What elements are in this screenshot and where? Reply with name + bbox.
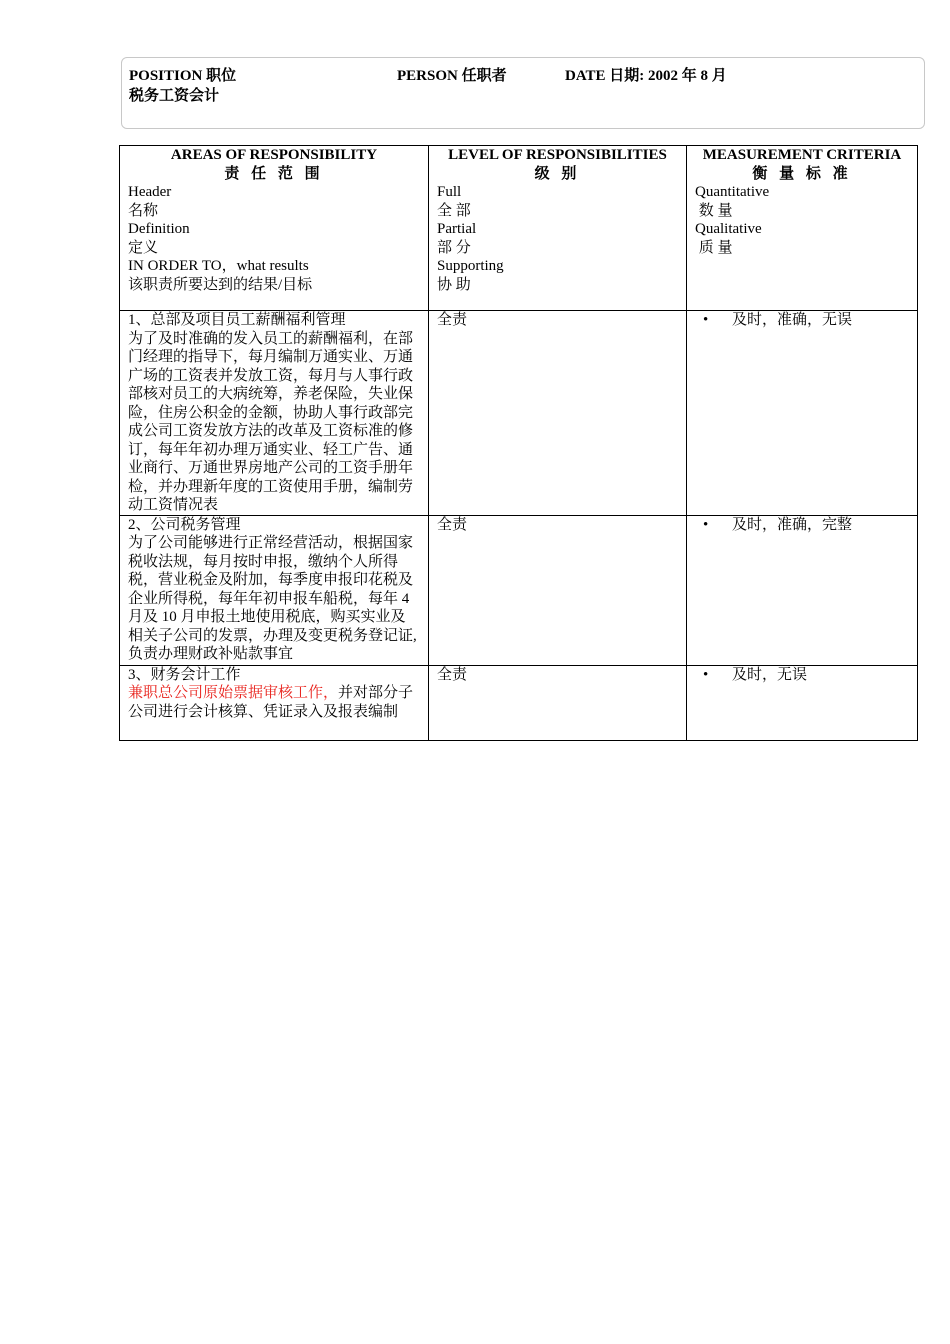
responsibility-heading: 2、公司税务管理 — [128, 516, 241, 533]
criteria-cell — [687, 665, 918, 740]
level-cell — [429, 515, 687, 665]
date-label: DATE 日期: 2002 年 8 月 — [565, 68, 727, 84]
criteria-item — [695, 311, 909, 330]
criteria-item — [695, 666, 909, 685]
column-title: LEVEL OF RESPONSIBILITIES — [448, 147, 667, 163]
responsibility-body: 为了公司能够进行正常经营活动，根据国家税收法规，每月按时申报，缴纳个人所得税，营业税金及附加，每季度申报印花税及企业所得税，每年年初申报车船税，每年 4 月及 10 月申报土地使用税底，购买实业及相关子公司的发票，办理及变更税务登记证,负责办理财政补贴款事宜 — [128, 535, 417, 662]
bullet-icon: • — [703, 312, 709, 328]
criteria-text: 及时，无误 — [732, 666, 808, 683]
column-subtitle: 级 别 — [534, 165, 581, 182]
responsibility-heading: 3、财务会计工作 — [128, 666, 241, 683]
header-line: 协 助 — [437, 276, 471, 293]
table-row — [120, 515, 918, 665]
column-title: AREAS OF RESPONSIBILITY — [170, 147, 378, 163]
header-line: 数 量 — [695, 202, 733, 219]
responsibility-cell — [120, 311, 429, 516]
header-line: 全 部 — [437, 202, 471, 219]
header-line: 该职责所要达到的结果/目标 — [128, 276, 313, 293]
header-line: Quantitative — [695, 184, 770, 200]
header-line: 部 分 — [437, 239, 471, 256]
position-value: 税务工资会计 — [129, 88, 220, 104]
header-line: 定义 — [128, 239, 159, 256]
column-subtitle: 责 任 范 围 — [224, 165, 324, 182]
header-line: Full — [437, 184, 462, 200]
criteria-item — [695, 516, 909, 535]
responsibility-body: 并对部分子公司进行会计核算、凭证录入及报表编制 — [128, 685, 414, 720]
column-subtitle: 衡 量 标 准 — [752, 165, 852, 182]
responsibility-heading: 1、总部及项目员工薪酬福利管理 — [128, 312, 346, 328]
bullet-icon: • — [703, 516, 709, 533]
column-title: MEASUREMENT CRITERIA — [702, 147, 902, 163]
responsibility-cell — [120, 515, 429, 665]
position-header-box — [121, 57, 925, 129]
level-cell — [429, 665, 687, 740]
position-label: POSITION 职位 — [129, 68, 237, 84]
header-line: Definition — [128, 221, 190, 237]
person-label: PERSON 任职者 — [397, 68, 507, 84]
responsibility-table — [119, 145, 918, 741]
header-cell-level — [429, 146, 687, 311]
header-line: 质 量 — [695, 239, 733, 256]
header-line: Partial — [437, 221, 477, 237]
header-line: 名称 — [128, 202, 159, 219]
header-line: Supporting — [437, 258, 504, 274]
responsibility-body: 为了及时准确的发入员工的薪酬福利，在部门经理的指导下，每月编制万通实业、万通广场的工资表并发放工资，每月与人事行政部核对员工的大病统筹，养老保险，失业保险，住房公积金的金额，协助人事行政部完成公司工资发放方法的改革及工资标准的修订，每年年初办理万通实业、轻工广告、通业商行、万通世界房地产公司的工资手册年检，并办理新年度的工资使用手册，编制劳动工资情况表 — [128, 330, 414, 513]
criteria-text: 及时，准确，完整 — [732, 516, 853, 533]
level-value: 全责 — [437, 666, 468, 683]
level-value: 全责 — [437, 516, 468, 533]
responsibility-body-highlight: 兼职总公司原始票据审核工作， — [128, 685, 339, 701]
criteria-cell — [687, 515, 918, 665]
table-row — [120, 311, 918, 516]
criteria-cell — [687, 311, 918, 516]
level-cell — [429, 311, 687, 516]
header-line: Header — [128, 184, 172, 200]
table-row — [120, 665, 918, 740]
header-line: Qualitative — [695, 221, 762, 237]
bullet-icon: • — [703, 666, 709, 683]
header-line: IN ORDER TO，what results — [128, 258, 309, 274]
responsibility-cell — [120, 665, 429, 740]
level-value: 全责 — [437, 312, 468, 328]
header-cell-areas — [120, 146, 429, 311]
header-cell-criteria — [687, 146, 918, 311]
table-header-row — [120, 146, 918, 311]
criteria-text: 及时，准确，无误 — [732, 312, 853, 328]
